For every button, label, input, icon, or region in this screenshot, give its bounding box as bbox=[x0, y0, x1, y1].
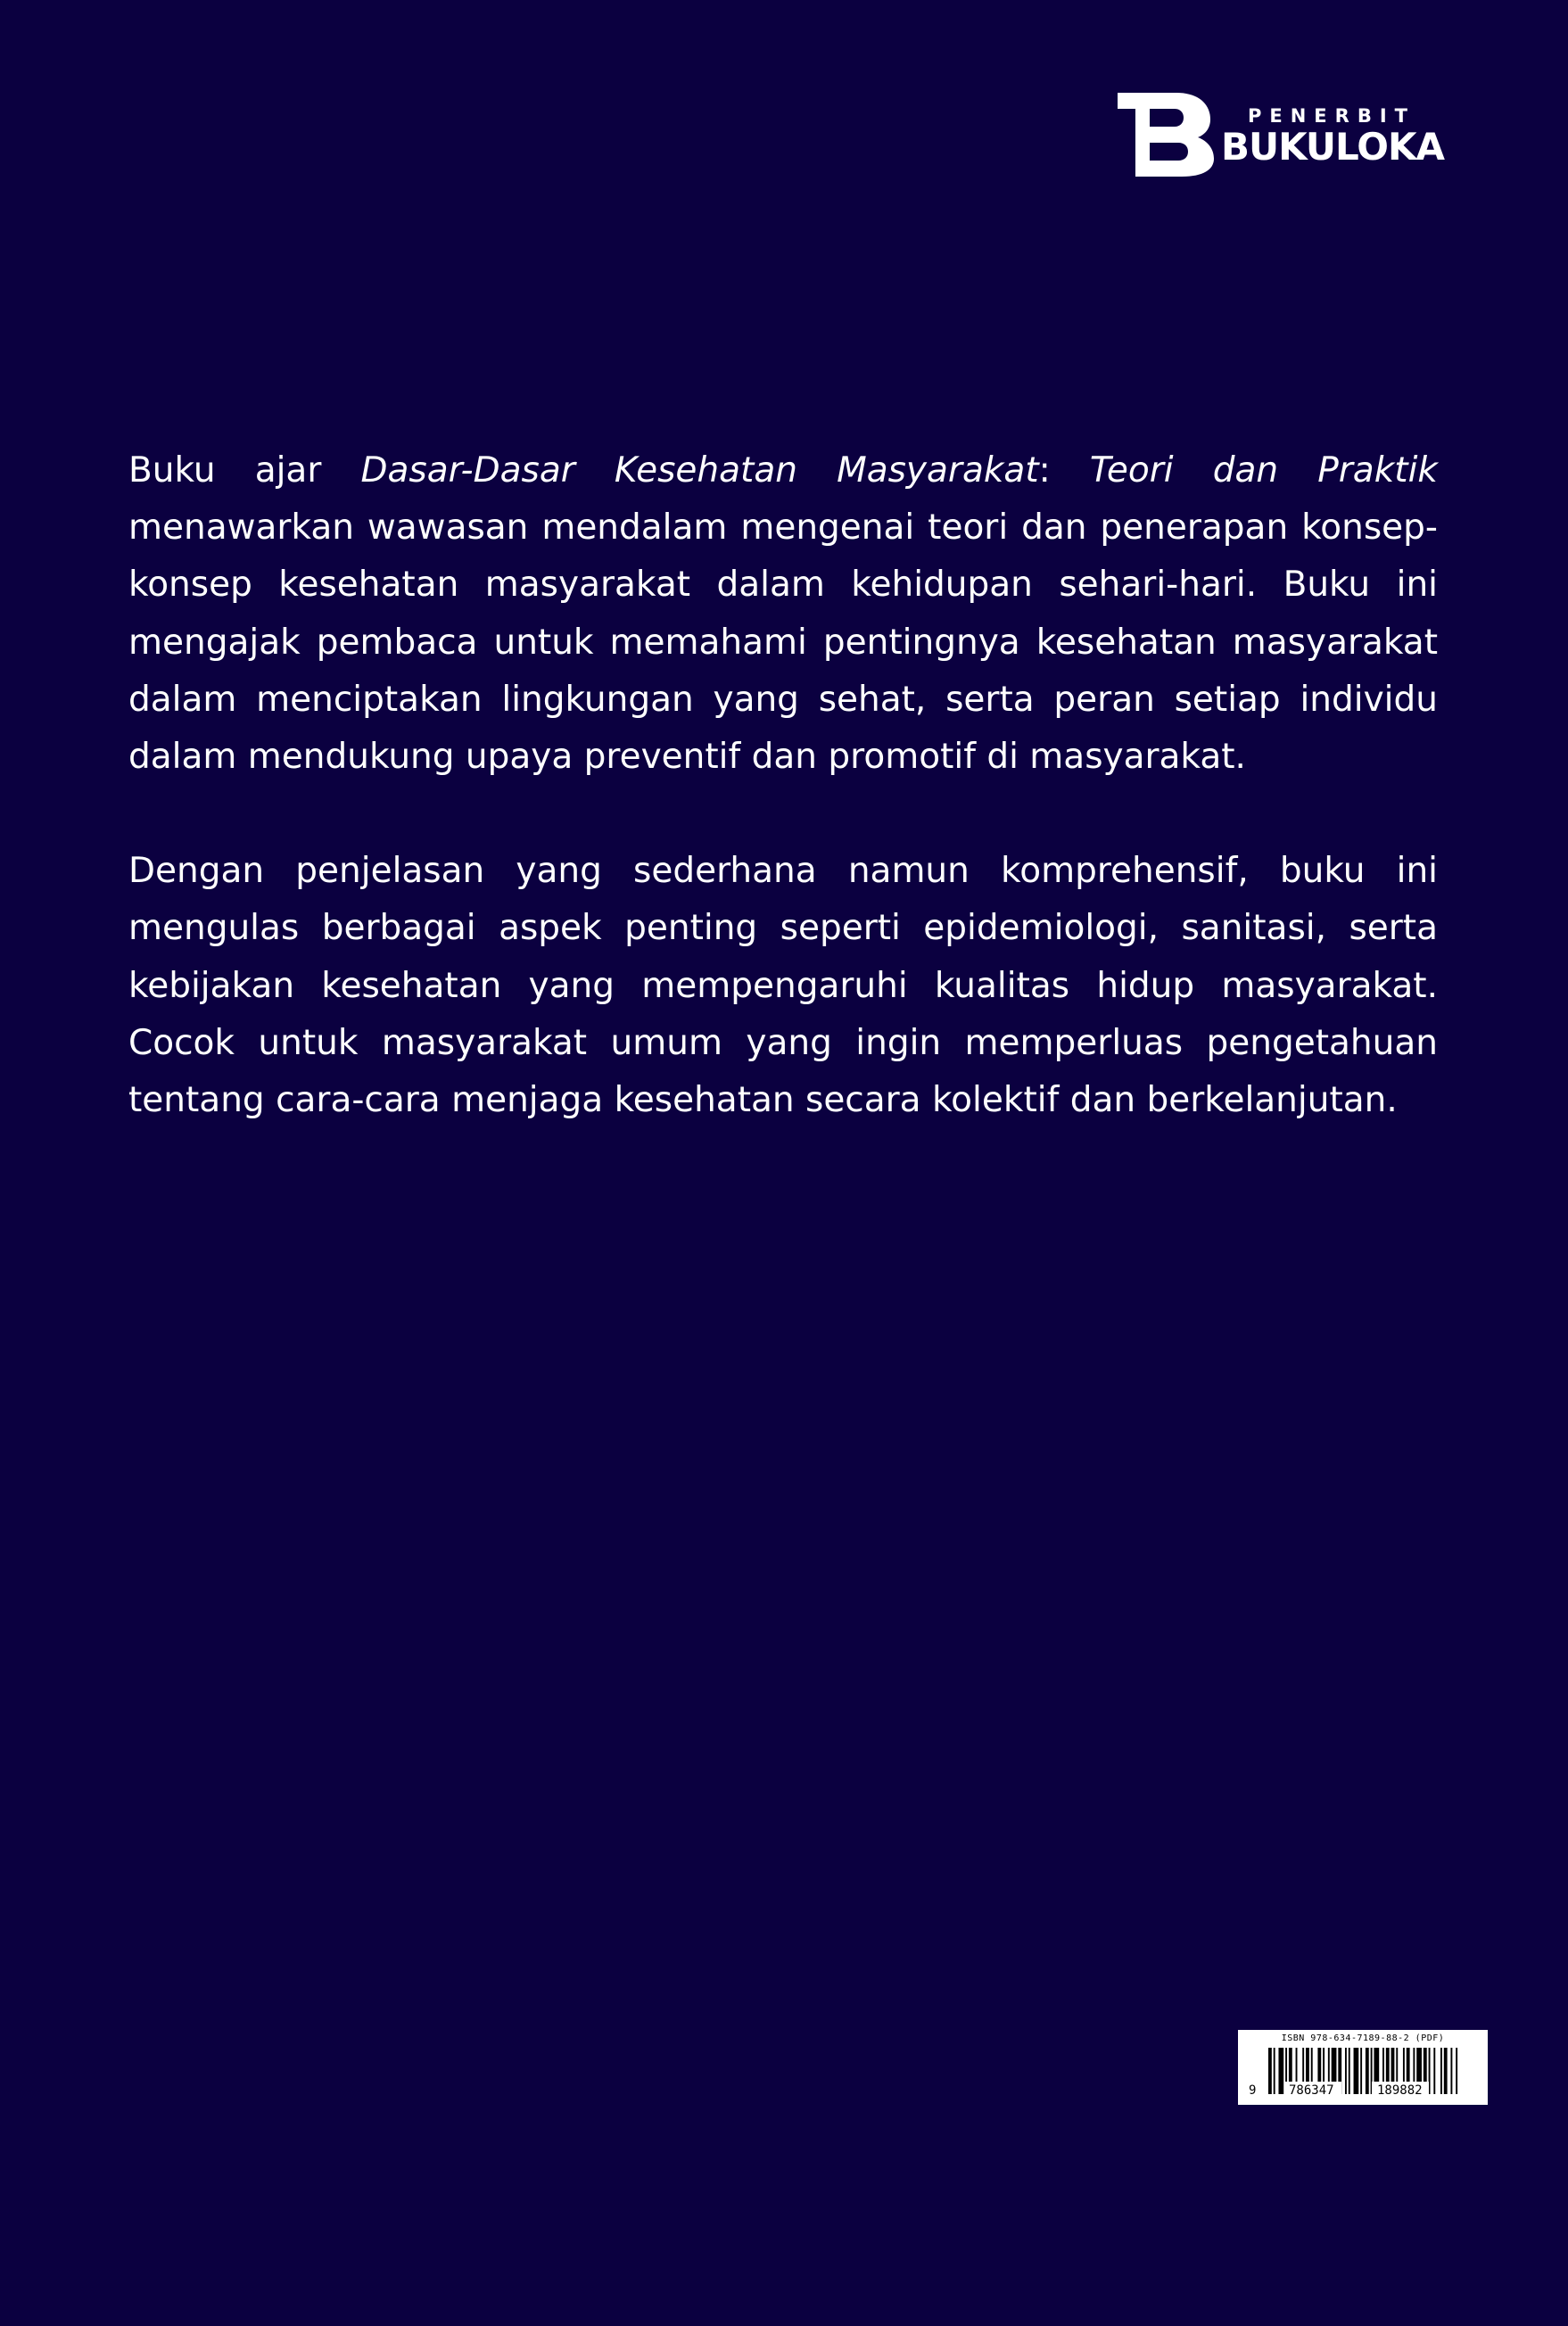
publisher-name: BUKULOKA bbox=[1221, 125, 1445, 169]
publisher-logo bbox=[1118, 93, 1445, 178]
barcode-bar bbox=[1456, 2048, 1457, 2094]
barcode-bar bbox=[1440, 2048, 1442, 2094]
book-subtitle: Teori dan Praktik bbox=[1089, 450, 1438, 491]
isbn-label: ISBN 978-634-7189-88-2 (PDF) bbox=[1281, 2033, 1445, 2043]
barcode-right-digits: 189882 bbox=[1377, 2083, 1423, 2098]
barcode-bar bbox=[1354, 2048, 1359, 2094]
barcode-bar bbox=[1433, 2048, 1435, 2094]
barcode-bar bbox=[1450, 2048, 1452, 2094]
barcode-bar bbox=[1274, 2048, 1275, 2094]
description-paragraph-1 bbox=[128, 442, 1438, 786]
barcode-left-digits: 786347 bbox=[1289, 2083, 1334, 2098]
publisher-label: PENERBIT bbox=[1248, 105, 1415, 127]
barcode-bar bbox=[1268, 2048, 1272, 2094]
isbn-barcode bbox=[1238, 2030, 1488, 2105]
barcode-bar bbox=[1366, 2048, 1369, 2094]
barcode-bar bbox=[1278, 2048, 1283, 2094]
barcode-lead-digit: 9 bbox=[1249, 2083, 1257, 2098]
book-description bbox=[128, 442, 1438, 1129]
barcode-bar bbox=[1444, 2048, 1448, 2094]
description-paragraph-2: Dengan penjelasan yang sederhana namun komprehensif, buku ini mengulas berbagai aspek penting seperti epidemiologi, sanitasi, serta kebijakan kesehatan yang mempengaruhi kualitas hidup masyarakat. Cocok untuk masyarakat umum yang ingin memperluas pengetahuan tentang cara-cara menjaga kesehatan secara kolektif dan berkelanjutan. bbox=[128, 851, 1438, 1121]
book-title: Dasar-Dasar Kesehatan Masyarakat bbox=[360, 450, 1039, 491]
title-separator: : bbox=[1038, 450, 1090, 491]
intro-text: Buku ajar bbox=[128, 450, 361, 491]
barcode-bar bbox=[1345, 2048, 1347, 2094]
barcode-bar bbox=[1349, 2048, 1350, 2094]
paragraph-1-body: menawarkan wawasan mendalam mengenai teori dan penerapan konsep-konsep kesehatan masyarakat dalam kehidupan sehari-hari. Buku ini mengajak pembaca untuk memahami pentingnya kesehatan masyarakat dalam menciptakan lingkungan yang sehat, serta peran setiap individu dalam mendukung upaya preventif dan promotif di masyarakat. bbox=[128, 507, 1438, 778]
letter-b-logo-icon bbox=[1118, 93, 1214, 177]
barcode-bar bbox=[1360, 2048, 1362, 2094]
